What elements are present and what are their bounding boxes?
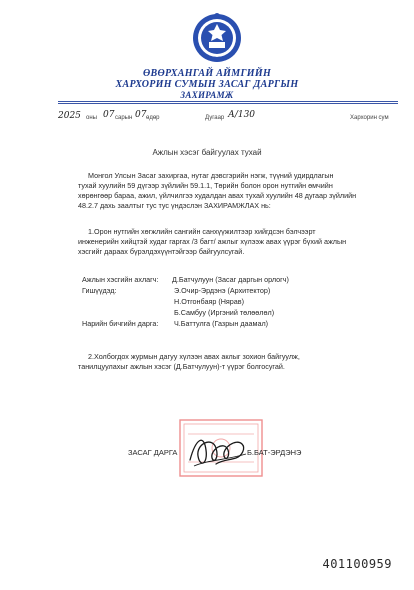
handwritten-signature [186,430,250,472]
header-rule-top [58,101,398,102]
org-name-line2: ХАРХОРИН СУМЫН ЗАСАГ ДАРГЫН [115,79,299,90]
member-1: Э.Очир-Эрдэнэ (Архитектор) [174,286,271,295]
leader-name: Д.Батчулуун (Засаг даргын орлогч) [172,275,289,284]
place-name: Хархорин сум [350,115,389,121]
document-title: Ажлын хэсэг байгуулах тухай [152,148,262,157]
signatory-title: ЗАСАГ ДАРГА [128,448,178,457]
point2-line-1: 2.Холбогдох журмын дагуу хүлээн авах аклыг зохион байгуулж, [88,352,300,361]
member-2: Н.Отгонбаяр (Нярав) [174,297,245,306]
member-3: Б.Самбуу (Иргэний төлөөлөл) [174,308,275,317]
date-year: 2025 [58,111,81,121]
intro-line-1: Монгол Улсын Засаг захиргаа, нутаг дэвсгэрийн нэгж, түүний удирдлагын [88,171,334,180]
signatory-name: Б.БАТ-ЭРДЭНЭ [247,448,302,457]
document-type: ЗАХИРАМЖ [180,90,234,100]
intro-line-4: 48.2.7 дахь заалтыг тус тус үндэслэн ЗАХИРАМЖЛАХ нь: [78,201,271,210]
members-label: Гишүүдэд: [82,286,117,295]
intro-line-2: тухай хуулийн 59 дүгээр зүйлийн 59.1.1, Төрийн болон орон нутгийн өмчийн [78,181,333,190]
point1-line-3: хэсгийг дараах бүрэлдэхүүнтэйгээр байгуулсугай. [78,247,245,256]
date-month-suffix: сарын [115,115,133,121]
leader-label: Ажлын хэсгийн ахлагч: [82,275,159,284]
document-number: А/130 [228,110,256,120]
secretary-label: Нарийн бичгийн дарга: [82,319,159,328]
point1-line-1: 1.Орон нутгийн хөгжлийн сангийн санхүүжилтээр хийгдсэн бэлчээрт [88,227,316,236]
document-barcode: 401100959 [322,557,392,571]
header-rule-bottom [58,103,398,104]
date-day-suffix: өдөр [146,115,160,121]
date-month: 07 [103,110,115,120]
date-year-suffix: оны [86,115,97,121]
number-label: Дугаар [205,115,225,121]
secretary-name: Ч.Баттулга (Газрын даамал) [174,319,269,328]
org-name-line1: ӨВӨРХАНГАЙ АЙМГИЙН [142,68,272,79]
intro-line-3: хөрөнгөөр бараа, ажил, үйлчилгээ худалдан авах тухай хуулийн 48 дугаар зүйлийн [78,191,357,200]
point1-line-2: инженерийн хийцтэй худаг гаргах /3 багт/ ажлыг хүлээж авах үүрэг бүхий ажлын [78,237,347,246]
point2-line-2: танилцуулахыг ажлын хэсэг (Д.Батчулуун)-т үүрэг болгосугай. [78,362,285,371]
state-emblem [191,10,243,66]
date-day: 07 [135,110,147,120]
